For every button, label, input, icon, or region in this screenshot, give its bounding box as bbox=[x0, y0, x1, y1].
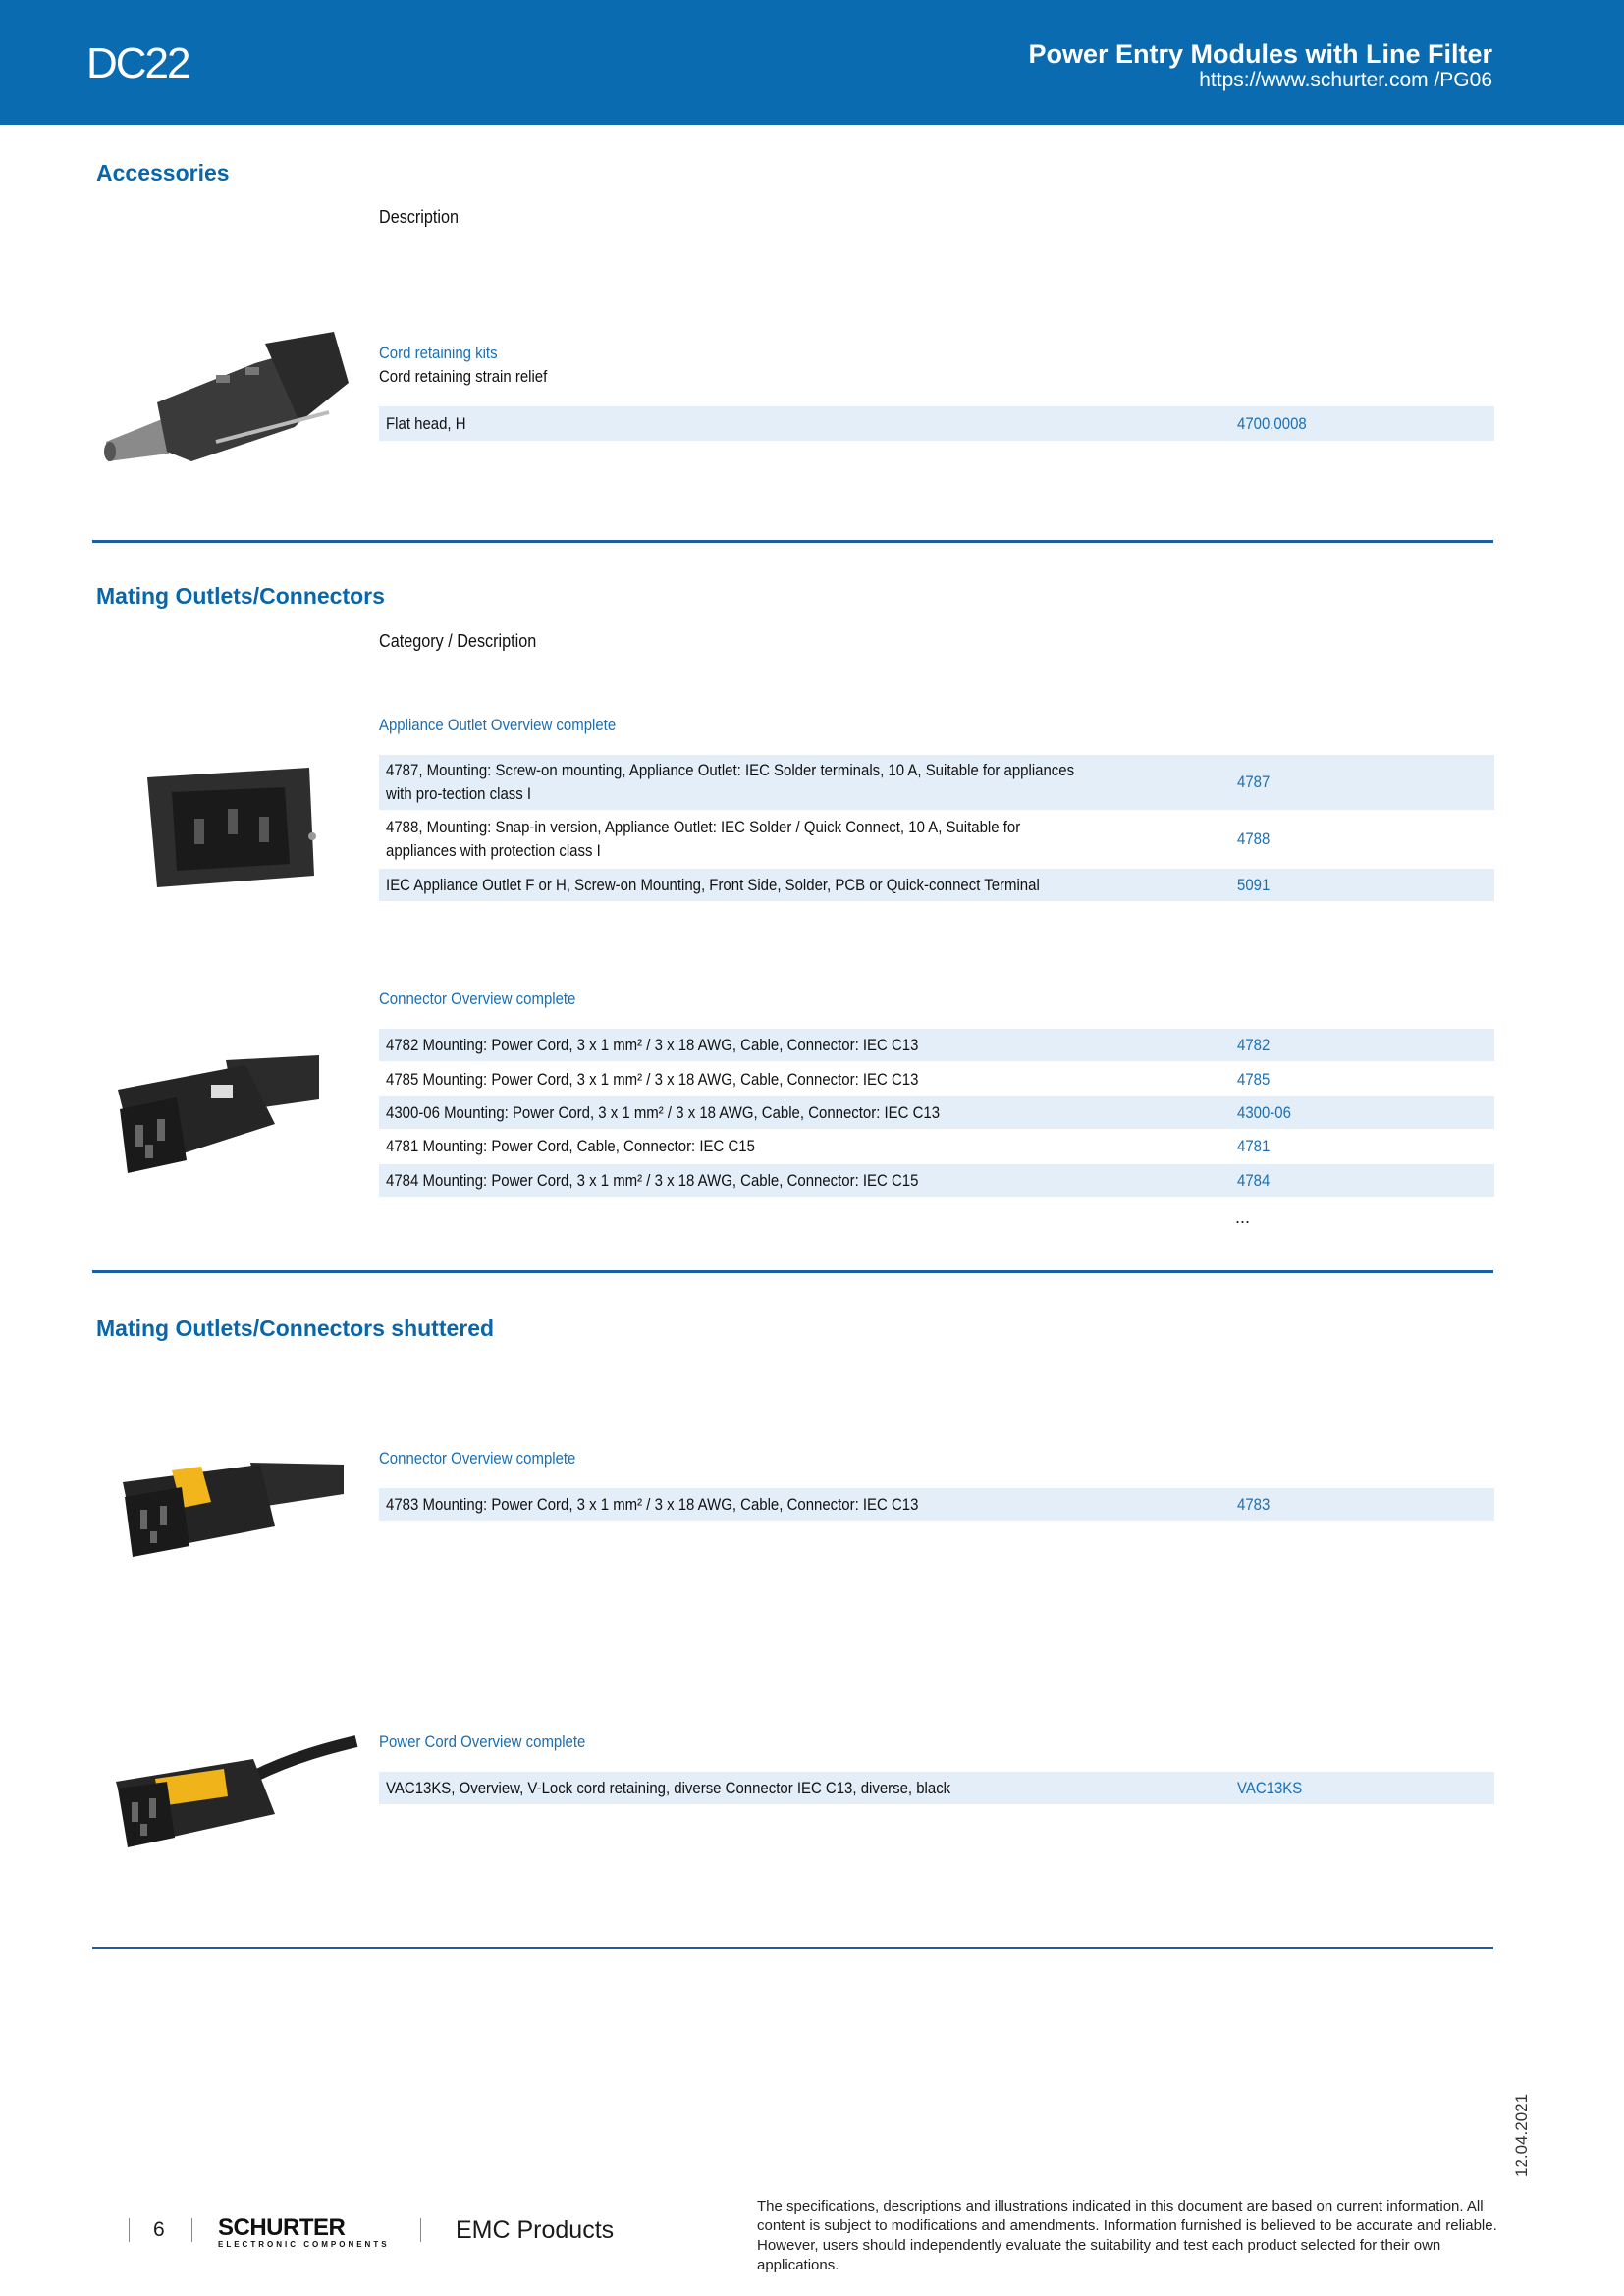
table-row bbox=[379, 1063, 1494, 1095]
row-description: Flat head, H bbox=[386, 413, 466, 433]
row-code-link[interactable]: 4300-06 bbox=[1237, 1102, 1291, 1122]
accessories-col-head: Description bbox=[379, 207, 460, 227]
row-code-link[interactable]: 4785 bbox=[1237, 1069, 1271, 1089]
section-divider bbox=[92, 540, 1493, 543]
table-row bbox=[379, 1096, 1494, 1129]
table-row bbox=[379, 869, 1494, 901]
cord-retaining-desc: Cord retaining strain relief bbox=[379, 367, 548, 386]
power-cord-image bbox=[106, 1728, 361, 1855]
row-description: 4300-06 Mounting: Power Cord, 3 x 1 mm² / 3 x 18 AWG, Cable, Connector: IEC C13 bbox=[386, 1102, 941, 1122]
table-row bbox=[379, 406, 1494, 441]
cord-retaining-kits-link[interactable]: Cord retaining kits bbox=[379, 344, 498, 362]
accessories-title: Accessories bbox=[96, 160, 230, 186]
row-description: 4781 Mounting: Power Cord, Cable, Connector: IEC C15 bbox=[386, 1136, 755, 1155]
row-description: 4785 Mounting: Power Cord, 3 x 1 mm² / 3 x 18 AWG, Cable, Connector: IEC C13 bbox=[386, 1069, 919, 1089]
product-code: DC22 bbox=[86, 39, 189, 87]
row-description: 4787, Mounting: Screw-on mounting, Appliance Outlet: IEC Solder terminals, 10 A, Suitable for appliances with pro-tection class I bbox=[386, 761, 1075, 803]
table-row bbox=[379, 1029, 1494, 1061]
mating-col-head: Category / Description bbox=[379, 631, 537, 651]
shuttered-connector-overview-link[interactable]: Connector Overview complete bbox=[379, 1449, 576, 1468]
iec-c13-connector-image bbox=[108, 1041, 324, 1178]
document-date: 12.04.2021 bbox=[1512, 2093, 1531, 2177]
header-url[interactable]: https://www.schurter.com /PG06 bbox=[1199, 69, 1492, 91]
mating-title: Mating Outlets/Connectors bbox=[96, 583, 385, 609]
more-indicator: ... bbox=[1235, 1207, 1251, 1227]
row-description: 4782 Mounting: Power Cord, 3 x 1 mm² / 3 x 18 AWG, Cable, Connector: IEC C13 bbox=[386, 1035, 919, 1054]
row-code-link[interactable]: 4784 bbox=[1237, 1170, 1271, 1190]
table-row bbox=[379, 1130, 1494, 1162]
table-row bbox=[379, 812, 1494, 867]
product-line: EMC Products bbox=[456, 2216, 615, 2244]
power-cord-overview-link[interactable]: Power Cord Overview complete bbox=[379, 1733, 586, 1751]
section-divider bbox=[92, 1270, 1493, 1273]
cord-retaining-kit-image bbox=[98, 324, 353, 471]
page-title: Power Entry Modules with Line Filter bbox=[1028, 39, 1492, 69]
footer-divider bbox=[191, 2218, 192, 2242]
appliance-outlet-overview-link[interactable]: Appliance Outlet Overview complete bbox=[379, 716, 617, 734]
brand-name: SCHURTER bbox=[218, 2215, 346, 2241]
section-divider bbox=[92, 1947, 1493, 1949]
table-row bbox=[379, 1488, 1494, 1521]
shuttered-connector-image bbox=[113, 1453, 349, 1561]
row-code-link[interactable]: 4700.0008 bbox=[1237, 413, 1307, 433]
row-code-link[interactable]: 4783 bbox=[1237, 1494, 1271, 1514]
row-code-link[interactable]: 5091 bbox=[1237, 875, 1271, 894]
row-description: IEC Appliance Outlet F or H, Screw-on Mounting, Front Side, Solder, PCB or Quick-connect Terminal bbox=[386, 875, 1040, 894]
schurter-logo bbox=[218, 2215, 390, 2249]
row-code-link[interactable]: 4788 bbox=[1237, 829, 1271, 848]
appliance-outlet-image bbox=[137, 758, 324, 895]
brand-subtitle: ELECTRONIC COMPONENTS bbox=[218, 2240, 390, 2249]
disclaimer-text: The specifications, descriptions and illustrations indicated in this document are based on current information. All content is subject to modifications and amendments. Information furnished is believed to be accurate and reliable. However, users should independently evaluate the suitability and test each product selected for their own applications. bbox=[757, 2198, 1497, 2273]
footer-divider bbox=[420, 2218, 421, 2242]
shuttered-title: Mating Outlets/Connectors shuttered bbox=[96, 1315, 495, 1341]
row-description: 4783 Mounting: Power Cord, 3 x 1 mm² / 3 x 18 AWG, Cable, Connector: IEC C13 bbox=[386, 1494, 919, 1514]
row-description: VAC13KS, Overview, V-Lock cord retaining, diverse Connector IEC C13, diverse, black bbox=[386, 1778, 951, 1797]
footer-divider bbox=[129, 2218, 130, 2242]
page-header bbox=[0, 0, 1624, 125]
row-code-link[interactable]: VAC13KS bbox=[1237, 1778, 1303, 1797]
page-number: 6 bbox=[153, 2218, 165, 2241]
row-description: 4788, Mounting: Snap-in version, Appliance Outlet: IEC Solder / Quick Connect, 10 A, Suitable for appliances with protection class I bbox=[386, 818, 1021, 860]
connector-overview-link[interactable]: Connector Overview complete bbox=[379, 989, 576, 1008]
table-row bbox=[379, 755, 1494, 810]
table-row bbox=[379, 1164, 1494, 1197]
row-code-link[interactable]: 4781 bbox=[1237, 1136, 1271, 1155]
row-code-link[interactable]: 4782 bbox=[1237, 1035, 1271, 1054]
table-row bbox=[379, 1772, 1494, 1804]
row-code-link[interactable]: 4787 bbox=[1237, 773, 1271, 791]
row-description: 4784 Mounting: Power Cord, 3 x 1 mm² / 3 x 18 AWG, Cable, Connector: IEC C15 bbox=[386, 1170, 919, 1190]
